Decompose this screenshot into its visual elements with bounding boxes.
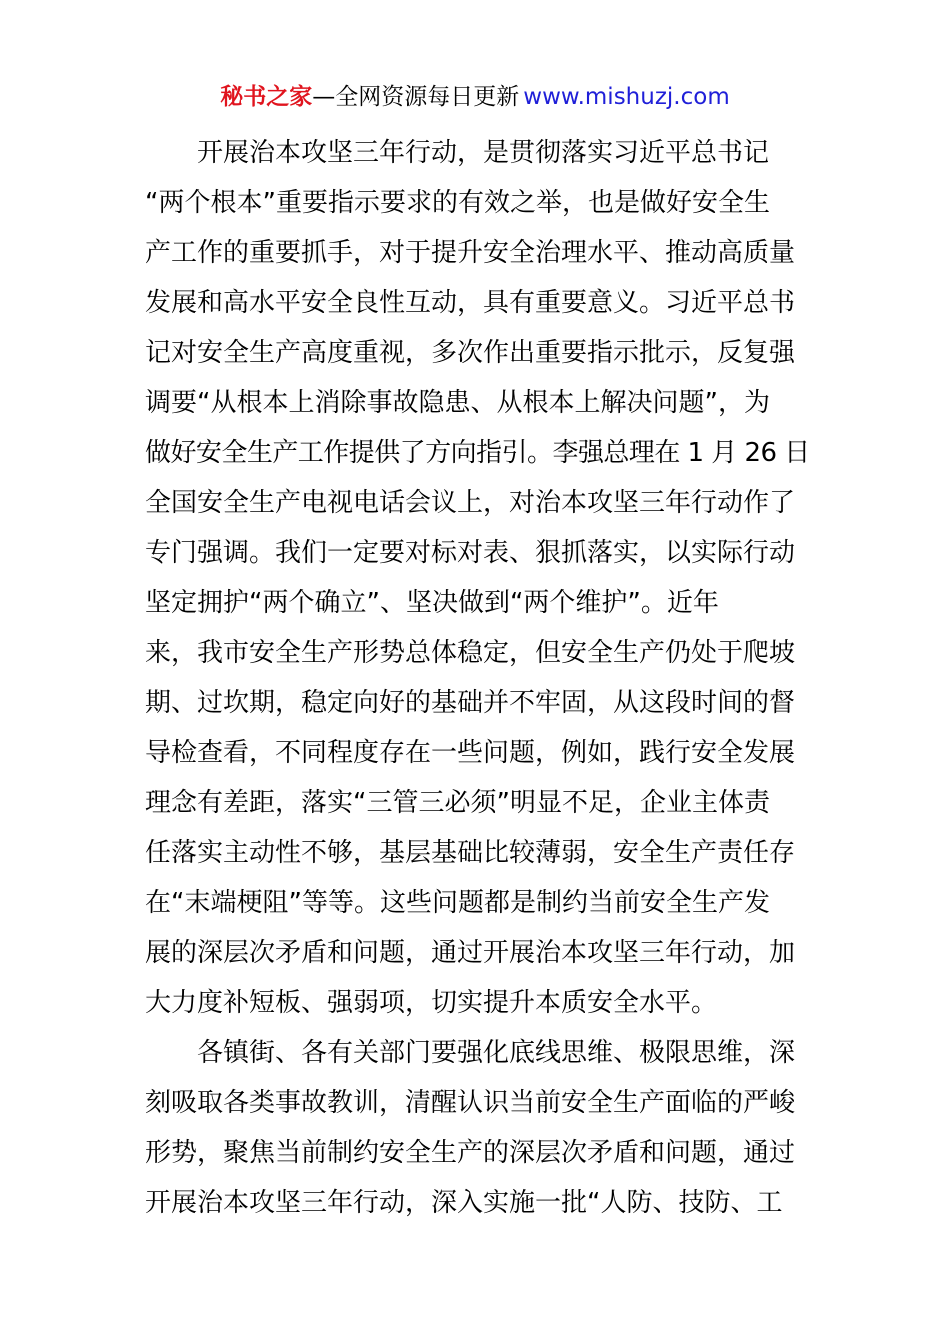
text-line: 来，我市安全生产形势总体稳定，但安全生产仍处于爬坡 [145,638,796,668]
text-line: 记对安全生产高度重视，多次作出重要指示批示，反复强 [145,338,796,368]
text-line: 导检查看，不同程度存在一些问题，例如，践行安全发展 [145,738,796,768]
text-line: 做好安全生产工作提供了方向指引。李强总理在 1 月 26 日 [145,438,810,468]
paragraph [145,128,810,1028]
site-header [0,80,950,114]
text-line: 展的深层次矛盾和问题，通过开展治本攻坚三年行动，加 [145,938,796,968]
text-line: 开展治本攻坚三年行动，深入实施一批“人防、技防、工 [145,1188,783,1218]
document-body [145,128,810,1228]
header-slogan: —全网资源每日更新 [312,84,520,110]
text-line: 各镇街、各有关部门要强化底线思维、极限思维，深 [197,1038,796,1068]
text-line: 专门强调。我们一定要对标对表、狠抓落实，以实际行动 [145,538,796,568]
site-url-link[interactable]: www.mishuzj.com [523,84,730,110]
text-line: 发展和高水平安全良性互动，具有重要意义。习近平总书 [145,288,796,318]
text-line: 任落实主动性不够，基层基础比较薄弱，安全生产责任存 [145,838,796,868]
paragraph [145,1028,810,1228]
text-line: 开展治本攻坚三年行动，是贯彻落实习近平总书记 [197,138,770,168]
text-line: 理念有差距，落实“三管三必须”明显不足，企业主体责 [145,788,770,818]
text-line: 大力度补短板、强弱项，切实提升本质安全水平。 [145,988,718,1018]
text-line: 产工作的重要抓手，对于提升安全治理水平、推动高质量 [145,238,796,268]
text-line: 期、过坎期，稳定向好的基础并不牢固，从这段时间的督 [145,688,796,718]
text-line: 全国安全生产电视电话会议上，对治本攻坚三年行动作了 [145,488,796,518]
brand-name: 秘书之家 [220,84,313,110]
text-line: 调要“从根本上消除事故隐患、从根本上解决问题”，为 [145,388,770,418]
text-line: “两个根本”重要指示要求的有效之举，也是做好安全生 [145,188,770,218]
text-line: 形势，聚焦当前制约安全生产的深层次矛盾和问题，通过 [145,1138,796,1168]
text-line: 在“末端梗阻”等等。这些问题都是制约当前安全生产发 [145,888,770,918]
text-line: 坚定拥护“两个确立”、坚决做到“两个维护”。近年 [145,588,719,618]
text-line: 刻吸取各类事故教训，清醒认识当前安全生产面临的严峻 [145,1088,796,1118]
